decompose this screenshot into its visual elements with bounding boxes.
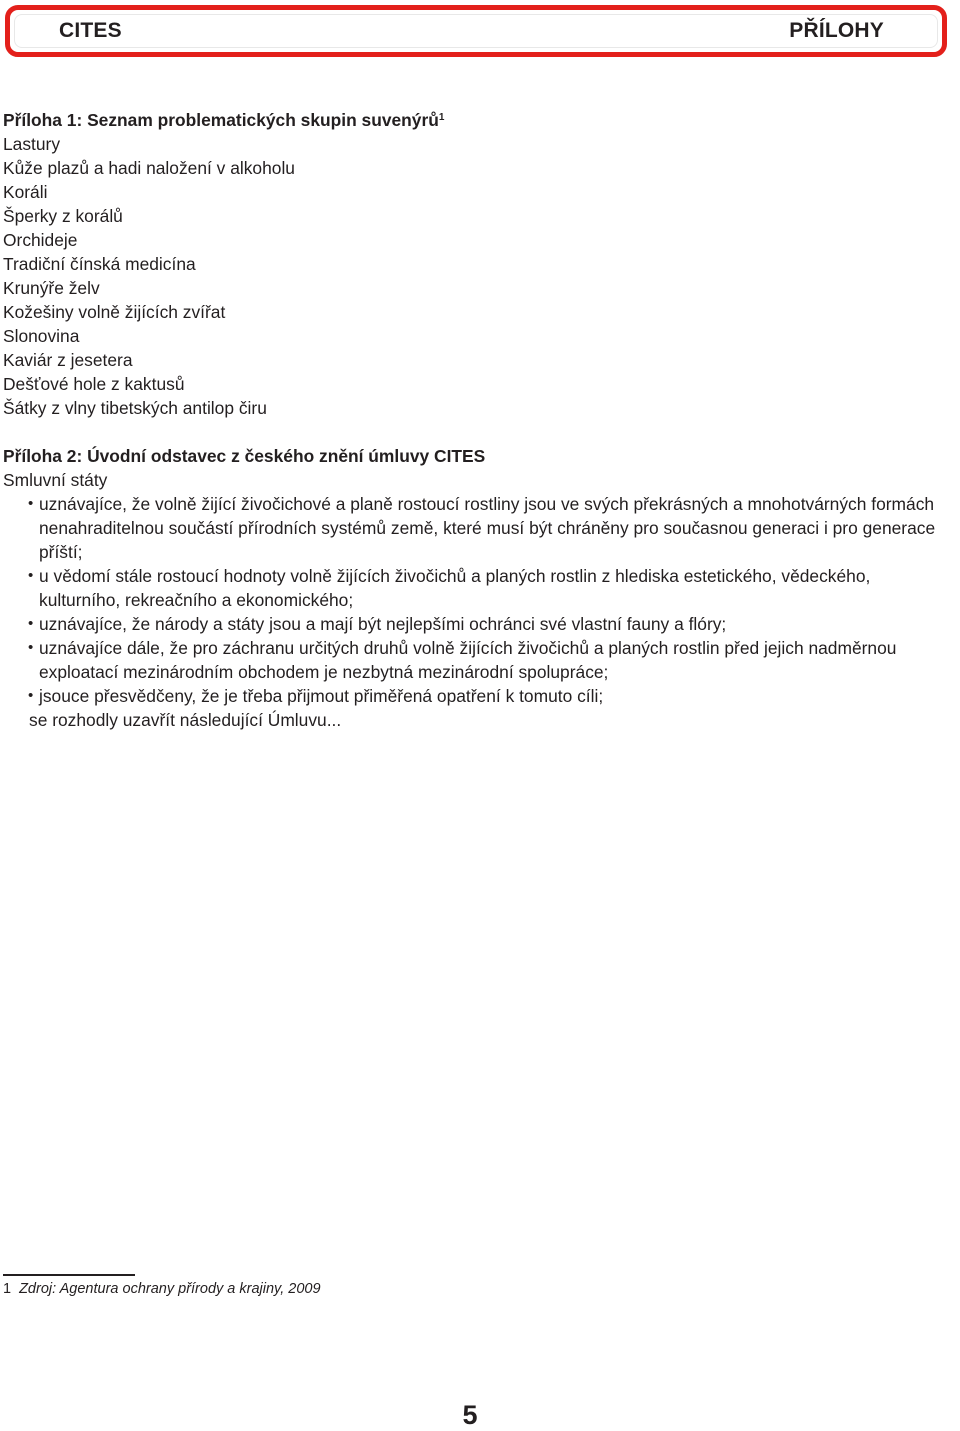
bullet-text: • uznávajíce dále, že pro záchranu určitých druhů volně žijících živočichů a planých rostlin před jejich nadměrnou exploatací mezinárodním obchodem je nezbytná mezinárodní spolupráce;	[39, 638, 897, 682]
list-item: Orchideje	[3, 230, 78, 250]
annex1-title: Příloha 1: Seznam problematických skupin suvenýrů	[3, 110, 439, 130]
annex1-list	[3, 132, 948, 420]
annex1-heading	[3, 108, 948, 132]
bullet-text: • jsouce přesvědčeny, že je třeba přijmout přiměřená opatření k tomuto cíli;	[39, 686, 604, 706]
footnote-divider	[3, 1274, 135, 1276]
list-item	[3, 684, 948, 708]
list-item: Lastury	[3, 134, 61, 154]
list-item	[3, 612, 948, 636]
list-item: Tradiční čínská medicína	[3, 254, 196, 274]
page-content	[3, 108, 948, 732]
list-item: Šátky z vlny tibetských antilop čiru	[3, 398, 267, 418]
list-item	[3, 492, 948, 564]
annex2-bullets	[3, 492, 948, 708]
footnote-number: 1	[3, 1281, 12, 1297]
list-item: Šperky z korálů	[3, 206, 123, 226]
list-item: Kaviár z jesetera	[3, 350, 133, 370]
header-title-right: PŘÍLOHY	[789, 19, 884, 42]
footnote-text: Zdroj: Agentura ochrany přírody a krajiny, 2009	[19, 1281, 321, 1297]
list-item: Kůže plazů a hadi naložení v alkoholu	[3, 158, 295, 178]
annex2-heading: Příloha 2: Úvodní odstavec z českého znění úmluvy CITES	[3, 446, 486, 466]
bullet-text: • uznávajíce, že národy a státy jsou a mají být nejlepšími ochránci své vlastní fauny a flóry;	[39, 614, 727, 634]
page-number: 5	[462, 1400, 478, 1430]
footnote	[3, 1279, 321, 1299]
annex2-closing: se rozhodly uzavřít následující Úmluvu...	[29, 710, 342, 730]
list-item	[3, 564, 948, 612]
list-item: Kožešiny volně žijících zvířat	[3, 302, 226, 322]
annex2-intro: Smluvní státy	[3, 470, 108, 490]
list-item: Koráli	[3, 182, 48, 202]
list-item: Slonovina	[3, 326, 80, 346]
list-item	[3, 636, 948, 684]
bullet-text: • u vědomí stále rostoucí hodnoty volně žijících živočichů a planých rostlin z hlediska estetického, vědeckého, kulturního, rekreačního a ekonomického;	[39, 566, 871, 610]
footnote-mark[interactable]: 1	[438, 112, 445, 123]
list-item: Krunýře želv	[3, 278, 100, 298]
list-item: Dešťové hole z kaktusů	[3, 374, 185, 394]
header-title-left: CITES	[59, 19, 122, 42]
bullet-text: • uznávajíce, že volně žijící živočichové a planě rostoucí rostliny jsou ve svých překrásných a mnohotvárných formách nenahraditelnou součástí přírodních systémů země, které musí být chráněny pro současnou generaci i pro generace příští;	[39, 494, 936, 562]
